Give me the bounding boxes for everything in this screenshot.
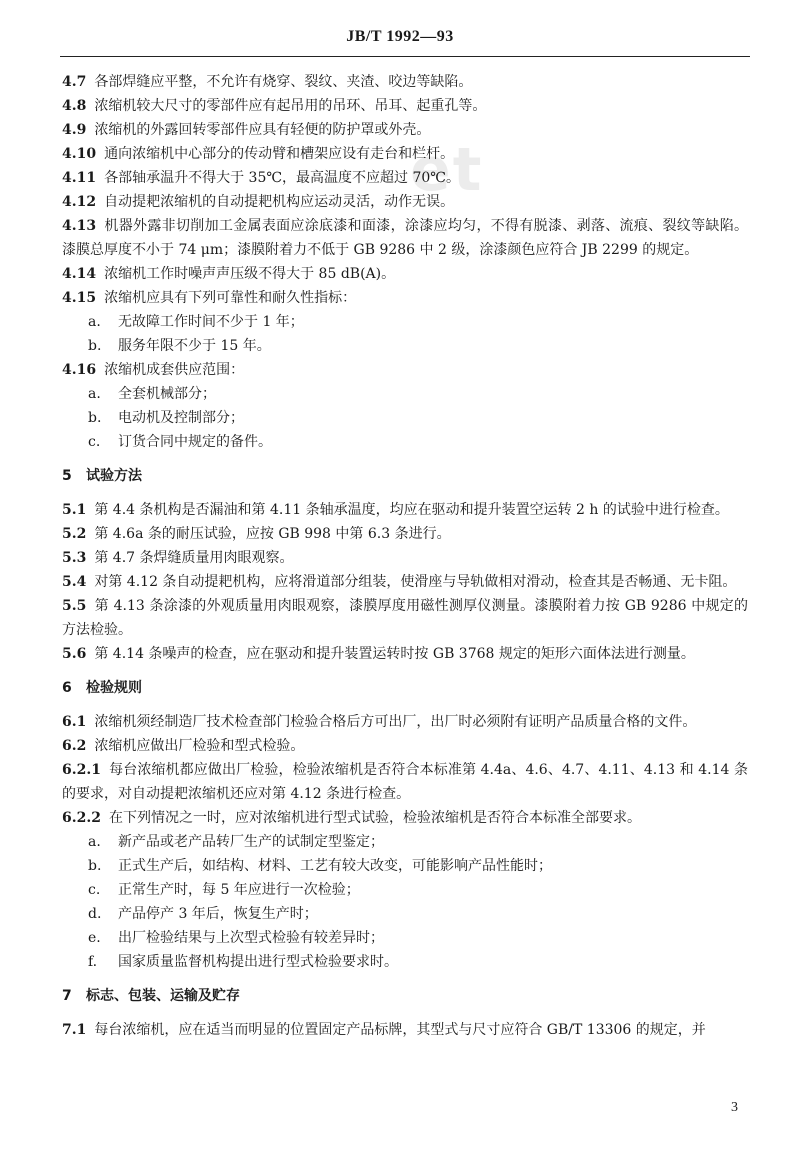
- section-number: 7: [62, 988, 72, 1004]
- section-heading: [62, 984, 748, 1008]
- clause-number: 4.7: [62, 74, 87, 90]
- clause-number: 6.2.2: [62, 810, 101, 826]
- list-item: [62, 950, 748, 974]
- clause-paragraph: [62, 142, 748, 166]
- clause-text: 每台浓缩机都应做出厂检验，检验浓缩机是否符合本标准第 4.4a、4.6、4.7、4.11、4.13 和 4.14 条的要求，对自动提耙浓缩机还应对第 4.12 条进行检查。: [62, 762, 748, 802]
- clause-number: 4.9: [62, 122, 87, 138]
- clause-text: 第 4.4 条机构是否漏油和第 4.11 条轴承温度，均应在驱动和提升装置空运转 2 h 的试验中进行检查。: [94, 502, 729, 518]
- clause-number: 4.8: [62, 98, 87, 114]
- clause-number: 5.4: [62, 574, 87, 590]
- list-item-text: 服务年限不少于 15 年。: [118, 338, 271, 354]
- list-label: a.: [88, 834, 101, 850]
- list-item-text: 国家质量监督机构提出进行型式检验要求时。: [118, 954, 398, 970]
- clause-text: 第 4.14 条噪声的检查，应在驱动和提升装置运转时按 GB 3768 规定的矩形六面体法进行测量。: [94, 646, 695, 662]
- section-heading: [62, 464, 748, 488]
- list-item-text: 正常生产时，每 5 年应进行一次检验；: [118, 882, 360, 898]
- clause-text: 对第 4.12 条自动提耙机构，应将滑道部分组装，使滑座与导轨做相对滑动，检查其是否畅通、无卡阻。: [94, 574, 737, 590]
- list-item-text: 全套机械部分；: [118, 386, 216, 402]
- clause-paragraph: [62, 118, 748, 142]
- document-header: JB/T 1992—93: [346, 28, 454, 45]
- clause-text: 通向浓缩机中心部分的传动臂和槽架应设有走台和栏杆。: [104, 146, 455, 162]
- list-label: d.: [88, 906, 102, 922]
- clause-text: 浓缩机应具有下列可靠性和耐久性指标：: [104, 290, 357, 306]
- list-item-text: 正式生产后，如结构、材料、工艺有较大改变，可能影响产品性能时；: [118, 858, 552, 874]
- section-number: 5: [62, 468, 72, 484]
- clause-text: 各部焊缝应平整，不允许有烧穿、裂纹、夹渣、咬边等缺陷。: [94, 74, 473, 90]
- clause-number: 4.13: [62, 218, 97, 234]
- clause-text: 每台浓缩机，应在适当而明显的位置固定产品标牌，其型式与尺寸应符合 GB/T 13306 的规定，并: [94, 1022, 706, 1038]
- list-item-text: 新产品或老产品转厂生产的试制定型鉴定；: [118, 834, 384, 850]
- clause-number: 5.2: [62, 526, 87, 542]
- list-label: c.: [88, 882, 101, 898]
- list-item-text: 电动机及控制部分；: [118, 410, 244, 426]
- clause-paragraph: [62, 262, 748, 286]
- list-item: [62, 830, 748, 854]
- clause-text: 自动提耙浓缩机的自动提耙机构应运动灵活，动作无误。: [104, 194, 455, 210]
- clause-number: 4.14: [62, 266, 97, 282]
- clause-number: 4.11: [62, 170, 97, 186]
- clause-number: 4.16: [62, 362, 97, 378]
- list-label: a.: [88, 386, 101, 402]
- clause-number: 6.1: [62, 714, 87, 730]
- list-item: [62, 334, 748, 358]
- list-label: f.: [88, 954, 98, 970]
- clause-text: 浓缩机工作时噪声声压级不得大于 85 dB(A)。: [104, 266, 396, 282]
- clause-number: 5.3: [62, 550, 87, 566]
- clause-number: 4.15: [62, 290, 97, 306]
- clause-paragraph: [62, 1018, 748, 1042]
- clause-paragraph: [62, 214, 748, 262]
- list-item-text: 订货合同中规定的备件。: [118, 434, 272, 450]
- section-heading: [62, 676, 748, 700]
- list-label: c.: [88, 434, 101, 450]
- clause-number: 5.5: [62, 598, 87, 614]
- clause-paragraph: [62, 358, 748, 382]
- section-title-text: 试验方法: [86, 468, 142, 484]
- clause-text: 各部轴承温升不得大于 35℃，最高温度不应超过 70℃。: [104, 170, 460, 186]
- list-label: b.: [88, 338, 102, 354]
- clause-number: 4.10: [62, 146, 97, 162]
- clause-paragraph: [62, 70, 748, 94]
- clause-text: 浓缩机的外露回转零部件应具有轻便的防护罩或外壳。: [94, 122, 431, 138]
- header-rule: [60, 56, 750, 57]
- clause-text: 浓缩机较大尺寸的零部件应有起吊用的吊环、吊耳、起重孔等。: [94, 98, 487, 114]
- clause-text: 第 4.6a 条的耐压试验，应按 GB 998 中第 6.3 条进行。: [94, 526, 451, 542]
- list-item: [62, 902, 748, 926]
- clause-number: 4.12: [62, 194, 97, 210]
- list-item: [62, 878, 748, 902]
- clause-text: 在下列情况之一时，应对浓缩机进行型式试验，检验浓缩机是否符合本标准全部要求。: [108, 810, 641, 826]
- clause-text: 机器外露非切削加工金属表面应涂底漆和面漆，涂漆应均匀，不得有脱漆、剥落、流痕、裂纹等缺陷。漆膜总厚度不小于 74 μm；漆膜附着力不低于 GB 9286 中 2 级，涂漆颜色应符合 JB 2299 的规定。: [62, 218, 748, 258]
- clause-paragraph: [62, 710, 748, 734]
- list-item: [62, 406, 748, 430]
- clause-number: 7.1: [62, 1022, 87, 1038]
- section-number: 6: [62, 680, 72, 696]
- list-item: [62, 926, 748, 950]
- list-item: [62, 382, 748, 406]
- list-item: [62, 430, 748, 454]
- list-item-text: 无故障工作时间不少于 1 年；: [118, 314, 304, 330]
- section-title-text: 检验规则: [86, 680, 142, 696]
- clause-paragraph: [62, 498, 748, 522]
- clause-paragraph: [62, 806, 748, 830]
- clause-paragraph: [62, 642, 748, 666]
- clause-paragraph: [62, 594, 748, 642]
- clause-paragraph: [62, 522, 748, 546]
- list-item: [62, 854, 748, 878]
- clause-text: 浓缩机应做出厂检验和型式检验。: [94, 738, 305, 754]
- list-item-text: 产品停产 3 年后，恢复生产时；: [118, 906, 318, 922]
- clause-paragraph: [62, 758, 748, 806]
- document-body: [62, 70, 748, 1042]
- clause-paragraph: [62, 94, 748, 118]
- clause-paragraph: [62, 166, 748, 190]
- clause-paragraph: [62, 570, 748, 594]
- list-label: e.: [88, 930, 101, 946]
- clause-text: 浓缩机成套供应范围：: [104, 362, 245, 378]
- list-label: a.: [88, 314, 101, 330]
- watermark: et: [410, 135, 484, 205]
- page-number: 3: [731, 1100, 738, 1115]
- clause-number: 6.2: [62, 738, 87, 754]
- clause-paragraph: [62, 546, 748, 570]
- clause-number: 6.2.1: [62, 762, 101, 778]
- clause-number: 5.1: [62, 502, 87, 518]
- section-title-text: 标志、包装、运输及贮存: [86, 988, 240, 1004]
- list-item-text: 出厂检验结果与上次型式检验有较差异时；: [118, 930, 384, 946]
- clause-text: 第 4.13 条涂漆的外观质量用肉眼观察，漆膜厚度用磁性测厚仪测量。漆膜附着力按 GB 9286 中规定的方法检验。: [62, 598, 748, 638]
- clause-paragraph: [62, 190, 748, 214]
- clause-number: 5.6: [62, 646, 87, 662]
- clause-paragraph: [62, 286, 748, 310]
- clause-text: 浓缩机须经制造厂技术检查部门检验合格后方可出厂，出厂时必须附有证明产品质量合格的文件。: [94, 714, 697, 730]
- list-item: [62, 310, 748, 334]
- list-label: b.: [88, 410, 102, 426]
- clause-text: 第 4.7 条焊缝质量用肉眼观察。: [94, 550, 294, 566]
- clause-paragraph: [62, 734, 748, 758]
- list-label: b.: [88, 858, 102, 874]
